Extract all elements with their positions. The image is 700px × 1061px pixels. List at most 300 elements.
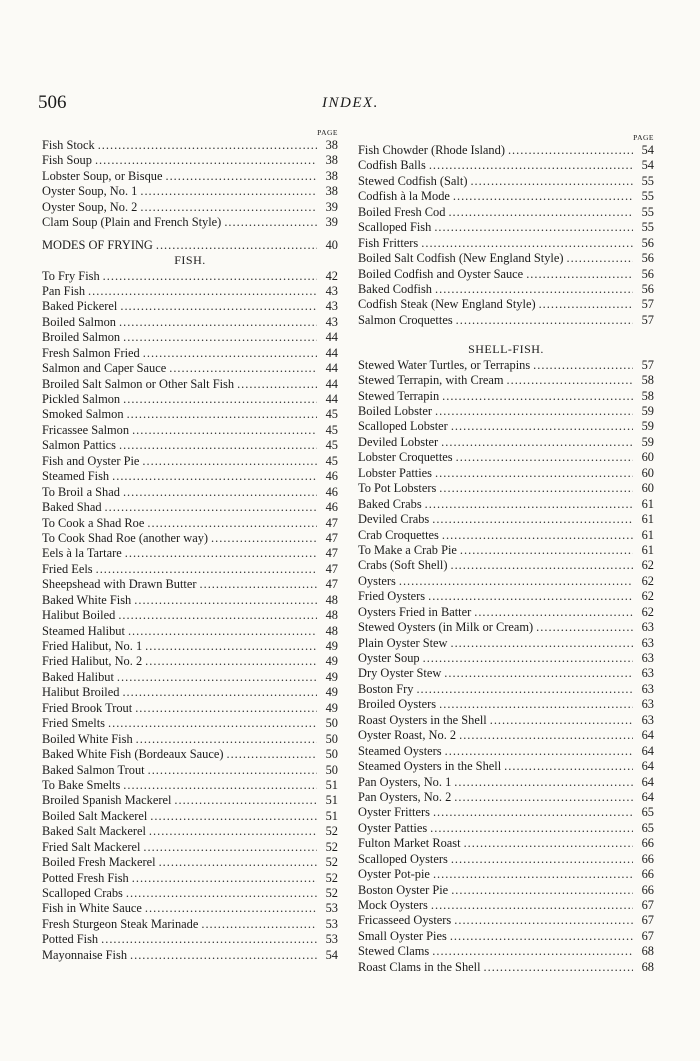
entry-page: 46	[325, 469, 338, 484]
entry-page: 53	[325, 901, 338, 916]
leader-dots	[484, 960, 633, 975]
leader-dots	[134, 593, 317, 608]
index-entry	[358, 267, 654, 282]
index-entry	[42, 778, 338, 793]
entry-title: To Broil a Shad	[42, 484, 120, 499]
index-entry	[42, 901, 338, 916]
index-entry	[358, 497, 654, 512]
entry-page: 59	[641, 404, 654, 418]
leader-dots	[451, 852, 633, 867]
entry-page: 43	[325, 283, 338, 298]
index-entry	[42, 824, 338, 839]
leader-dots	[431, 898, 633, 913]
leader-dots	[442, 389, 633, 404]
entry-page: 39	[325, 199, 338, 214]
index-entry	[42, 763, 338, 778]
entry-title: Fish in White Sauce	[42, 901, 142, 916]
index-entry	[358, 775, 654, 790]
index-entry	[42, 840, 338, 855]
entry-page: 44	[325, 330, 338, 345]
index-entry	[42, 546, 338, 561]
entry-title: Fried Brook Trout	[42, 700, 133, 715]
entry-title: Baked White Fish (Bordeaux Sauce)	[42, 747, 224, 762]
entry-title: Crab Croquettes	[358, 527, 439, 542]
soups-list	[42, 138, 338, 231]
entry-title: Halibut Boiled	[42, 608, 116, 623]
entry-page: 38	[325, 138, 338, 152]
leader-dots	[120, 299, 317, 314]
leader-dots	[88, 284, 317, 299]
entry-page: 54	[641, 143, 654, 157]
leader-dots	[459, 728, 633, 743]
leader-dots	[98, 138, 317, 153]
index-entry	[42, 608, 338, 623]
entry-title: Salmon and Caper Sauce	[42, 361, 167, 376]
entry-title: Scalloped Oysters	[358, 851, 448, 866]
leader-dots	[123, 778, 317, 793]
leader-dots	[145, 654, 317, 669]
entry-title: Mock Oysters	[358, 898, 428, 912]
entry-page: 55	[641, 204, 654, 219]
entry-title: Lobster Soup, or Bisque	[42, 168, 163, 183]
entry-page: 61	[641, 542, 654, 557]
entry-page: 48	[325, 592, 338, 607]
index-entry	[42, 577, 338, 592]
index-entry	[358, 297, 654, 312]
index-entry	[358, 174, 654, 189]
leader-dots	[439, 697, 633, 712]
index-entry	[42, 871, 338, 886]
entry-title: Baked Pickerel	[42, 299, 118, 314]
entry-page: 45	[325, 453, 338, 468]
leader-dots	[428, 589, 633, 604]
entry-title: Lobster Patties	[358, 465, 432, 480]
entry-page: 68	[641, 959, 654, 974]
leader-dots	[135, 701, 317, 716]
index-entry	[42, 716, 338, 731]
entry-title: Dry Oyster Stew	[358, 666, 442, 681]
entry-title: Potted Fish	[42, 932, 99, 947]
leader-dots	[123, 330, 317, 345]
index-entry	[358, 744, 654, 759]
entry-page: 60	[641, 481, 654, 496]
index-entry	[358, 636, 654, 651]
entry-page: 63	[641, 620, 654, 635]
leader-dots	[119, 315, 317, 330]
leader-dots	[96, 562, 317, 577]
entry-title: Fish and Oyster Pie	[42, 453, 140, 468]
entry-page: 48	[325, 608, 338, 623]
entry-page: 39	[325, 215, 338, 230]
entry-title: Broiled Oysters	[358, 697, 437, 712]
entry-page: 63	[641, 697, 654, 712]
leader-dots	[399, 574, 633, 589]
entry-page: 50	[325, 731, 338, 746]
entry-title: Stewed Oysters (in Milk or Cream)	[358, 620, 534, 635]
entry-title: Baked Salmon Trout	[42, 762, 145, 777]
entry-page: 66	[641, 867, 654, 882]
index-entry	[358, 929, 654, 944]
fish-list	[42, 269, 338, 964]
entry-title: Lobster Croquettes	[358, 450, 453, 465]
index-entry	[42, 670, 338, 685]
index-entry	[42, 423, 338, 438]
index-entry	[358, 282, 654, 297]
index-entry	[358, 419, 654, 434]
leader-dots	[143, 346, 317, 361]
entry-page: 67	[641, 913, 654, 928]
index-entry	[358, 728, 654, 743]
index-entry	[42, 948, 338, 963]
leader-dots	[149, 824, 317, 839]
leader-dots	[470, 174, 633, 189]
index-entry	[42, 654, 338, 669]
left-column	[42, 128, 338, 963]
entry-page: 49	[325, 685, 338, 700]
leader-dots	[118, 608, 317, 623]
index-entry	[358, 697, 654, 712]
entry-page: 52	[325, 824, 338, 839]
entry-title: Boiled Fresh Cod	[358, 204, 446, 219]
index-entry	[358, 867, 654, 882]
index-entry	[358, 836, 654, 851]
entry-page: 38	[325, 168, 338, 183]
entry-page: 64	[641, 759, 654, 774]
index-entry	[42, 809, 338, 824]
entry-page: 61	[641, 512, 654, 527]
entry-title: Boiled Lobster	[358, 404, 432, 418]
index-entry	[358, 589, 654, 604]
entry-title: Crabs (Soft Shell)	[358, 558, 448, 573]
entry-title: To Pot Lobsters	[358, 481, 437, 496]
entry-title: Baked White Fish	[42, 592, 132, 607]
index-entry	[42, 299, 338, 314]
index-entry	[42, 153, 338, 168]
entry-page: 52	[325, 886, 338, 900]
running-head: INDEX.	[322, 95, 379, 111]
leader-dots	[450, 636, 633, 651]
entry-page: 65	[641, 820, 654, 835]
index-entry	[358, 574, 654, 589]
entry-title: Fish Fritters	[358, 235, 419, 250]
leader-dots	[450, 929, 633, 944]
index-entry	[358, 389, 654, 404]
entry-title: Boston Fry	[358, 681, 414, 696]
entry-page: 51	[325, 777, 338, 792]
index-entry	[42, 516, 338, 531]
entry-page: 57	[641, 297, 654, 312]
entry-page: 47	[325, 530, 338, 545]
index-entry	[42, 215, 338, 230]
entry-page: 63	[641, 712, 654, 727]
entry-title: Oyster Patties	[358, 820, 428, 835]
leader-dots	[237, 377, 317, 392]
leader-dots	[490, 713, 633, 728]
leader-dots	[226, 747, 317, 762]
index-entry	[42, 685, 338, 700]
entry-page: 62	[641, 589, 654, 604]
entry-page: 47	[325, 561, 338, 576]
entry-page: 52	[325, 870, 338, 885]
page-column-label: PAGE	[633, 133, 654, 142]
index-entry	[358, 543, 654, 558]
entry-page: 48	[325, 623, 338, 638]
entry-title: Fresh Sturgeon Steak Marinade	[42, 916, 199, 931]
index-entry	[42, 138, 338, 153]
entry-title: Codfish à la Mode	[358, 189, 450, 204]
entry-page: 66	[641, 836, 654, 851]
entry-title: Boiled Codfish and Oyster Sauce	[358, 266, 524, 281]
index-entry	[358, 682, 654, 697]
entry-page: 45	[325, 407, 338, 422]
entry-title: Fried Halibut, No. 2	[42, 654, 143, 669]
entry-page: 57	[641, 312, 654, 327]
leader-dots	[425, 497, 633, 512]
index-entry	[358, 158, 654, 173]
leader-dots	[434, 220, 633, 235]
entry-title: Fulton Market Roast	[358, 836, 461, 851]
index-entry	[358, 605, 654, 620]
index-entry	[42, 200, 338, 215]
leader-dots	[566, 251, 633, 266]
index-entry	[42, 438, 338, 453]
leader-dots	[442, 528, 633, 543]
entry-page: 66	[641, 882, 654, 897]
index-entry	[358, 960, 654, 975]
entry-title: Codfish Balls	[358, 158, 426, 173]
entry-title: Stewed Terrapin, with Cream	[358, 373, 504, 388]
entry-page: 53	[325, 932, 338, 947]
index-entry	[358, 512, 654, 527]
entry-title: Stewed Codfish (Salt)	[358, 173, 468, 188]
entry-page: 49	[325, 639, 338, 653]
entry-page: 52	[325, 855, 338, 870]
entry-page: 55	[641, 173, 654, 188]
entry-title: Smoked Salmon	[42, 407, 124, 422]
entry-title: Baked Halibut	[42, 669, 114, 684]
index-entry	[358, 913, 654, 928]
index-entry	[42, 469, 338, 484]
entry-page: 47	[325, 515, 338, 530]
leader-dots	[132, 423, 317, 438]
index-entry	[358, 805, 654, 820]
leader-dots	[448, 205, 633, 220]
entry-title: Fried Smelts	[42, 716, 105, 731]
entry-page: 61	[641, 496, 654, 511]
entry-page: 44	[325, 361, 338, 376]
entry-page: 38	[325, 153, 338, 168]
entry-title: Potted Fresh Fish	[42, 870, 129, 885]
leader-dots	[123, 392, 317, 407]
entry-page: 49	[325, 700, 338, 715]
leader-dots	[429, 158, 633, 173]
entry-page: 63	[641, 651, 654, 665]
entry-page: 65	[641, 805, 654, 820]
leader-dots	[103, 269, 317, 284]
index-entry	[358, 373, 654, 388]
leader-dots	[451, 883, 633, 898]
index-entry	[358, 450, 654, 465]
entry-page: 44	[325, 345, 338, 360]
leader-dots	[108, 716, 317, 731]
entry-title: Salmon Croquettes	[358, 312, 453, 327]
index-entry	[42, 485, 338, 500]
entry-title: Boiled White Fish	[42, 731, 133, 746]
index-entry	[42, 701, 338, 716]
entry-title: Baked Codfish	[358, 281, 432, 296]
entry-title: Pickled Salmon	[42, 392, 121, 406]
entry-page: 63	[641, 681, 654, 696]
index-entry	[358, 898, 654, 913]
entry-title: Halibut Broiled	[42, 685, 120, 700]
entry-title: To Cook a Shad Roe	[42, 515, 145, 530]
leader-dots	[539, 297, 633, 312]
entry-page: 45	[325, 422, 338, 437]
index-entry	[42, 346, 338, 361]
index-entry	[358, 790, 654, 805]
index-entry	[358, 205, 654, 220]
entry-title: Fricassee Salmon	[42, 422, 130, 437]
entry-title: Oyster Soup, No. 2	[42, 199, 138, 214]
leader-dots	[132, 871, 317, 886]
index-entry	[42, 624, 338, 639]
entry-page: 56	[641, 281, 654, 296]
index-entry	[42, 917, 338, 932]
entry-title: Steamed Halibut	[42, 623, 125, 638]
leader-dots	[130, 948, 317, 963]
entry-page: 49	[325, 669, 338, 684]
leader-dots	[536, 620, 633, 635]
index-entry	[42, 932, 338, 947]
leader-dots	[435, 466, 633, 481]
entry-page: 64	[641, 728, 654, 743]
index-entry	[358, 236, 654, 251]
entry-title: Broiled Spanish Mackerel	[42, 793, 172, 808]
index-entry	[358, 944, 654, 959]
entry-title: Steamed Oysters in the Shell	[358, 759, 502, 774]
entry-title: Fish Stock	[42, 138, 95, 152]
leader-dots	[507, 373, 634, 388]
entry-title: Pan Oysters, No. 1	[358, 774, 452, 789]
index-entry	[358, 404, 654, 419]
entry-title: Oysters	[358, 573, 396, 588]
entry-title: Scalloped Lobster	[358, 419, 448, 434]
leader-dots	[150, 809, 317, 824]
entry-page: 44	[325, 392, 338, 406]
leader-dots	[147, 516, 317, 531]
entry-title: Stewed Water Turtles, or Terrapins	[358, 357, 531, 372]
leader-dots	[435, 282, 633, 297]
index-entry	[358, 759, 654, 774]
entry-page: 58	[641, 373, 654, 388]
entry-page: 54	[641, 158, 654, 173]
index-entry	[42, 315, 338, 330]
entry-title: To Cook Shad Roe (another way)	[42, 530, 209, 545]
leader-dots	[125, 546, 317, 561]
entry-page: 61	[641, 527, 654, 542]
entry-title: To Bake Smelts	[42, 777, 121, 792]
leader-dots	[112, 469, 317, 484]
entry-title: Stewed Terrapin	[358, 388, 440, 403]
entry-title: Fresh Salmon Fried	[42, 345, 140, 360]
index-entry	[358, 651, 654, 666]
index-entry	[358, 313, 654, 328]
leader-dots	[444, 666, 633, 681]
entry-title: Pan Fish	[42, 283, 86, 298]
leader-dots	[140, 184, 317, 199]
entry-title: Stewed Clams	[358, 944, 430, 959]
leader-dots	[421, 236, 633, 251]
index-entry	[42, 531, 338, 546]
entry-title: Fried Halibut, No. 1	[42, 639, 143, 653]
leader-dots	[169, 361, 317, 376]
entry-title: Oysters Fried in Batter	[358, 604, 472, 619]
leader-dots	[504, 759, 633, 774]
entry-page: 46	[325, 500, 338, 515]
leader-dots	[101, 932, 317, 947]
entry-page: 58	[641, 388, 654, 403]
leader-dots	[430, 821, 633, 836]
entry-page: 64	[641, 774, 654, 789]
index-entry	[358, 220, 654, 235]
leader-dots	[119, 438, 317, 453]
leader-dots	[200, 577, 317, 592]
entry-page: 66	[641, 851, 654, 866]
entry-title: Scalloped Fish	[358, 220, 432, 235]
entry-title: Roast Oysters in the Shell	[358, 712, 487, 727]
leader-dots	[460, 543, 633, 558]
index-entry	[358, 358, 654, 373]
entry-title: Pan Oysters, No. 2	[358, 789, 452, 804]
entry-title: Scalloped Crabs	[42, 886, 123, 900]
entry-page: 64	[641, 789, 654, 804]
leader-dots	[122, 685, 317, 700]
entry-title: To Make a Crab Pie	[358, 542, 457, 557]
entry-title: Steamed Oysters	[358, 743, 442, 758]
entry-page: 50	[325, 716, 338, 731]
leader-dots	[433, 805, 633, 820]
entry-title: Boiled Salt Mackerel	[42, 808, 148, 823]
entry-page: 62	[641, 558, 654, 573]
index-entry	[358, 481, 654, 496]
leader-dots	[416, 682, 633, 697]
entry-page: 60	[641, 465, 654, 480]
leader-dots	[174, 793, 317, 808]
index-entry	[42, 377, 338, 392]
index-entry	[42, 407, 338, 422]
leader-dots	[432, 512, 633, 527]
entry-title: Clam Soup (Plain and French Style)	[42, 215, 222, 230]
entry-title: Baked Salt Mackerel	[42, 824, 146, 839]
entry-page: 45	[325, 438, 338, 453]
entry-title: Codfish Steak (New England Style)	[358, 297, 536, 312]
index-entry	[358, 713, 654, 728]
index-entry	[358, 883, 654, 898]
entry-page: 68	[641, 944, 654, 959]
leader-dots	[454, 775, 633, 790]
entry-page: 55	[641, 220, 654, 235]
index-entry	[358, 189, 654, 204]
entry-title: Oyster Roast, No. 2	[358, 728, 457, 743]
leader-dots	[128, 624, 317, 639]
leader-dots	[211, 531, 317, 546]
index-entry	[42, 500, 338, 515]
leader-dots	[127, 407, 317, 422]
index-entry	[358, 821, 654, 836]
leader-dots	[526, 267, 633, 282]
entry-page: 56	[641, 266, 654, 281]
entry-title: Deviled Lobster	[358, 434, 439, 449]
